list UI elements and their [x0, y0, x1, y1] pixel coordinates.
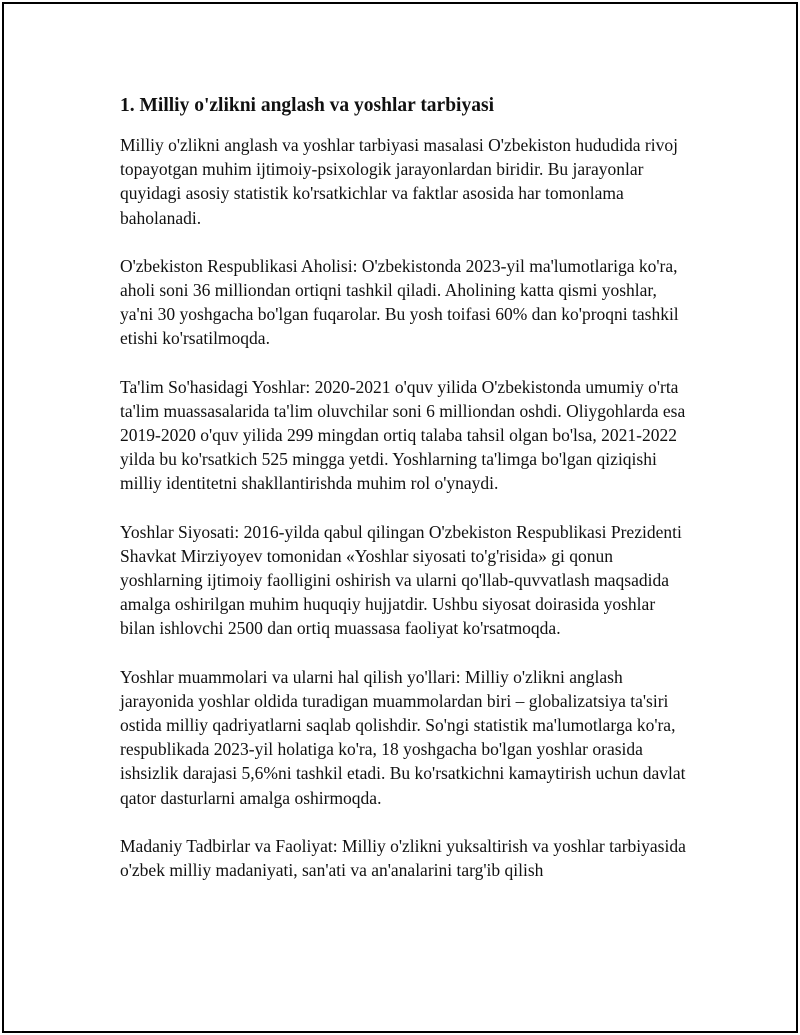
paragraph-education: Ta'lim So'hasidagi Yoshlar: 2020-2021 o'quv yilida O'zbekistonda umumiy o'rta ta'lim muassasalarida ta'lim oluvchilar soni 6 milliondan oshdi. Oliygohlarda esa 2019-2020 o'quv yilida 299 mingdan ortiq talaba tahsil olgan bo'lsa, 2021-2022 yilda bu ko'rsatkich 525 mingga yetdi. Yoshlarning ta'limga bo'lgan qiziqishi milliy identitetni shakllantirishda muhim rol o'ynaydi. — [120, 376, 686, 494]
document-page — [2, 2, 798, 1033]
section-heading: 1. Milliy o'zlikni anglash va yoshlar tarbiyasi — [120, 95, 494, 116]
paragraph-population: O'zbekiston Respublikasi Aholisi: O'zbekistonda 2023-yil ma'lumotlariga ko'ra, aholi soni 36 milliondan ortiqni tashkil qiladi. Aholining katta qismi yoshlar, ya'ni 30 yoshgacha bo'lgan fuqarolar. Bu yosh toifasi 60% dan ko'proqni tashkil etishi ko'rsatilmoqda. — [120, 255, 679, 349]
paragraph-youth-problems: Yoshlar muammolari va ularni hal qilish yo'llari: Milliy o'zlikni anglash jarayonida yoshlar oldida turadigan muammolardan biri – globalizatsiya ta'siri ostida milliy qadriyatlarni saqlab qolishdir. So'ngi statistik ma'lumotlarga ko'ra, respublikada 2023-yil holatiga ko'ra, 18 yoshgacha bo'lgan yoshlar orasida ishsizlik darajasi 5,6%ni tashkil etadi. Bu ko'rsatkichni kamaytirish uchun davlat qator dasturlarni amalga oshirmoqda. — [120, 666, 686, 808]
paragraph-youth-policy: Yoshlar Siyosati: 2016-yilda qabul qilingan O'zbekiston Respublikasi Prezidenti Shavkat Mirziyoyev tomonidan «Yoshlar siyosati to'g'risida» gi qonun yoshlarning ijtimoiy faolligini oshirish va ularni qo'llab-quvvatlash maqsadida amalga oshirilgan muhim huquqiy hujjatdir. Ushbu siyosat doirasida yoshlar bilan ishlovchi 2500 dan ortiq muassasa faoliyat ko'rsatmoqda. — [120, 521, 682, 639]
paragraph-cultural-events: Madaniy Tadbirlar va Faoliyat: Milliy o'zlikni yuksaltirish va yoshlar tarbiyasida o'zbek milliy madaniyati, san'ati va an'analarini targ'ib qilish — [120, 835, 686, 881]
document-content — [120, 94, 690, 906]
paragraph-intro: Milliy o'zlikni anglash va yoshlar tarbiyasi masalasi O'zbekiston hududida rivoj topayotgan muhim ijtimoiy-psixologik jarayonlardan biridir. Bu jarayonlar quyidagi asosiy statistik ko'rsatkichlar va faktlar asosida har tomonlama baholanadi. — [120, 135, 678, 228]
